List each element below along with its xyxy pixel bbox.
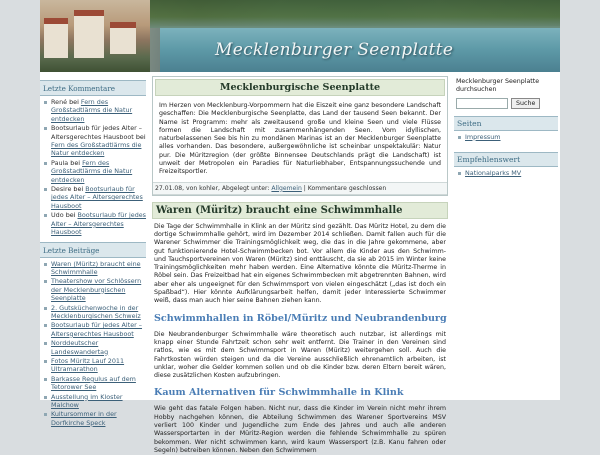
comment-author: Paula [51,158,69,167]
comment-link[interactable]: Bootsurlaub für jedes Alter – Altersgerechtes Hausboot [51,185,143,210]
post-subheading: Kaum Alternativen für Schwimmhalle in Klink [154,387,404,399]
search-form [454,97,558,110]
post-paragraph: Wie geht das fatale Folgen haben. Nicht nur, dass die Kinder im Verein nicht mehr ihrem Hobby nachgehen können, die Abteilung Schwimmen des Warener Sportvereins MSV verliert 100 Kinder und Jugendliche zum Ende des Jahres und auch alle anderen Wassersportarten in der Müritz-Region werden die fehlende Schwimmhalle zu spüren bekommen. Wer nicht schwimmen kann, wird kaum Wassersport (z.B. Kanu fahren oder Segeln) betreiben können. Neben den Schwimmern [154,405,446,454]
category-link[interactable]: Allgemein [271,184,302,192]
list-item [44,124,146,158]
comments-status: Kommentare geschlossen [307,184,387,192]
pages-heading: Seiten [454,116,558,131]
recommended-link[interactable]: Nationalparks MV [465,169,522,177]
intro-text: Im Herzen von Mecklenburg-Vorpommern hat die Eiszeit eine ganz besondere Landschaft geschaffen: Die Mecklenburgische Seenplatte, das Land der tausend Seen bekannt. Der Name ist Programm: mehr als zweitausend große und kleine Seen und viele Flüsse formen die Landschaft mit zusammenhängenden Seen. Vom idyllischen, naturbelassenen See bis hin zu mondänen Marinas ist an der Mecklenburger Seenplatte alles vorhanden. Das besondere, außergewöhnliche ist scheinbar unspektakulär: Natur pur. Die Müritzregion (der größte Binnensee Deutschlands prägt die Landschaft) ist unweit der Metropolen ein Paradies für Naturliebhaber, Entspannungssuchende und Freizeitsportler. [159,102,441,176]
recent-post-link[interactable]: Norddeutscher Landeswandertag [51,339,109,356]
post-meta [153,182,447,195]
list-item [44,98,146,123]
comment-separator: bei [71,185,86,194]
recent-comments-list [40,96,146,242]
list-item [44,339,146,356]
intro-title[interactable]: Mecklenburgische Seenplatte [155,79,445,96]
recent-post-link[interactable]: Theatershow vor Schlössern der Mecklenburgischen Seenplatte [51,277,142,303]
recent-post-link[interactable]: Waren (Müritz) braucht eine Schwimmhalle [51,259,141,276]
intro-box [152,76,448,196]
meta-separator: | [301,184,308,192]
recent-post-link[interactable]: Fotos Müritz Lauf 2011 Ultramarathon [51,356,125,374]
header-trees-image [135,0,560,28]
pages-list [454,131,558,146]
page-link-impressum[interactable]: Impressum [465,132,501,141]
list-item [44,211,146,236]
post-subheading: Schwimmhallen in Röbel/Müritz und Neubrandenburg [154,312,447,324]
comment-link[interactable]: Fern des Großstadtlärms die Natur entdecken [51,141,142,158]
recommended-list [454,167,558,182]
search-button[interactable]: Suche [511,98,540,109]
list-item [458,133,558,141]
list-item [44,304,146,321]
recent-post-link[interactable]: 2. Gutsküchenwoche in der Mecklenburgischen Schweiz [51,303,141,320]
recent-post-link[interactable]: Ausstellung im Kloster Malchow [51,392,123,409]
recommended-heading: Empfehlenswert [454,152,558,167]
recent-post-link[interactable]: Bootsurlaub für jedes Alter – Altersgerechtes Hausboot [51,321,143,338]
page [40,0,560,454]
post-paragraph: Die Tage der Schwimmhalle in Klink an der Müritz sind gezählt. Das Müritz Hotel, zu dem die dortige Schwimmhalle gehört, wird im Dezember 2014 schließen. Damit fallen auch für die Warener Schwimmer die Trainingsmöglichkeit weg, die das in die Jahre gekommene, aber gut funktionierende Hotel-Schwimmbecken bot. Vor allem die Kinder aus den Schwimm- und Tauchsportvereinen von Waren (Müritz) sind enttäuscht, da sie ab 2015 im Winter keine Trainingsmöglichkeiten mehr haben werden. Eine Alternative könnte die Müritz-Therme in Röbel sein. Das Freizeitbad hat ein eigenes Schwimmbecken mit abgetrennten Bahnen, wird aber eher als ungeeignet für den Schwimmsport von vielen eingeschätzt („das ist doch ein Spaßbad“). Hier könnte Aufklärungsarbeit helfen, damit jeder Interessierte Schwimmer weiß, dass man auch hier seine Bahnen ziehen kann. [154,222,446,305]
comment-link[interactable]: Fern des Großstadtlärms die Natur entdecken [51,98,133,123]
comment-separator: bei [63,211,78,220]
main-content [152,76,448,455]
list-item [458,169,558,177]
comment-link[interactable]: Fern des Großstadtlärms die Natur entdecken [51,158,133,184]
left-sidebar [40,80,146,432]
list-item [44,357,146,374]
comment-link[interactable]: Bootsurlaub für jedes Alter – Altersgerechtes Hausboot [51,211,147,237]
recent-posts-list [40,258,146,433]
list-item [44,375,146,392]
list-item [44,410,146,427]
post-byline: , von kohler, Abgelegt unter: [182,184,272,192]
list-item [44,185,146,210]
header-banner [40,0,560,72]
list-item [44,159,146,184]
comment-separator: bei [68,158,83,167]
search-input[interactable] [456,98,508,109]
recent-post-link[interactable]: Kultursommer in der Dorfkirche Speck [51,410,117,427]
right-sidebar [454,76,558,182]
comment-author: Desire [51,185,72,194]
comment-separator: bei [67,98,81,106]
recent-post-link[interactable]: Barkasse Regulus auf dem Tetorower See [51,374,136,392]
post-title[interactable]: Waren (Müritz) braucht eine Schwimmhalle [152,202,448,219]
recent-posts-heading: Letzte Beiträge [40,242,146,258]
list-item [44,321,146,338]
post-paragraph: Die Neubrandenburger Schwimmhalle wäre theoretisch auch nutzbar, ist allerdings mit knapp einer Stunde Fahrtzeit schon sehr weit entfernt. Die Trainer in den Vereinen sind ratlos, wie es mit dem Schwimmsport in Waren (Müritz) weitergehen soll. Auch die Fahrtkosten würden steigen und da die Vereine ausschließlich ehrenamtlich arbeiten, ist unklar, woher die Gelder kommen sollen und ob die Kinder bzw. deren Eltern bereit wären, diese zusätzlichen Kosten aufzubringen. [154,330,446,380]
recent-comments-heading: Letzte Kommentare [40,80,146,96]
comment-author: René [51,98,68,106]
header-houses-image [40,0,150,72]
search-label: Mecklenburger Seenplatte durchsuchen [456,78,540,94]
post-date: 27.01.08 [155,184,183,192]
comment-author: Udo [51,211,64,220]
comment-separator: bei [133,132,146,141]
list-item [44,393,146,410]
list-item [44,277,146,302]
list-item [44,260,146,277]
comment-author: Bootsurlaub für jedes Alter – Altersgerechtes Hausboot [51,124,143,141]
site-title[interactable]: Mecklenburger Seenplatte [215,40,454,60]
